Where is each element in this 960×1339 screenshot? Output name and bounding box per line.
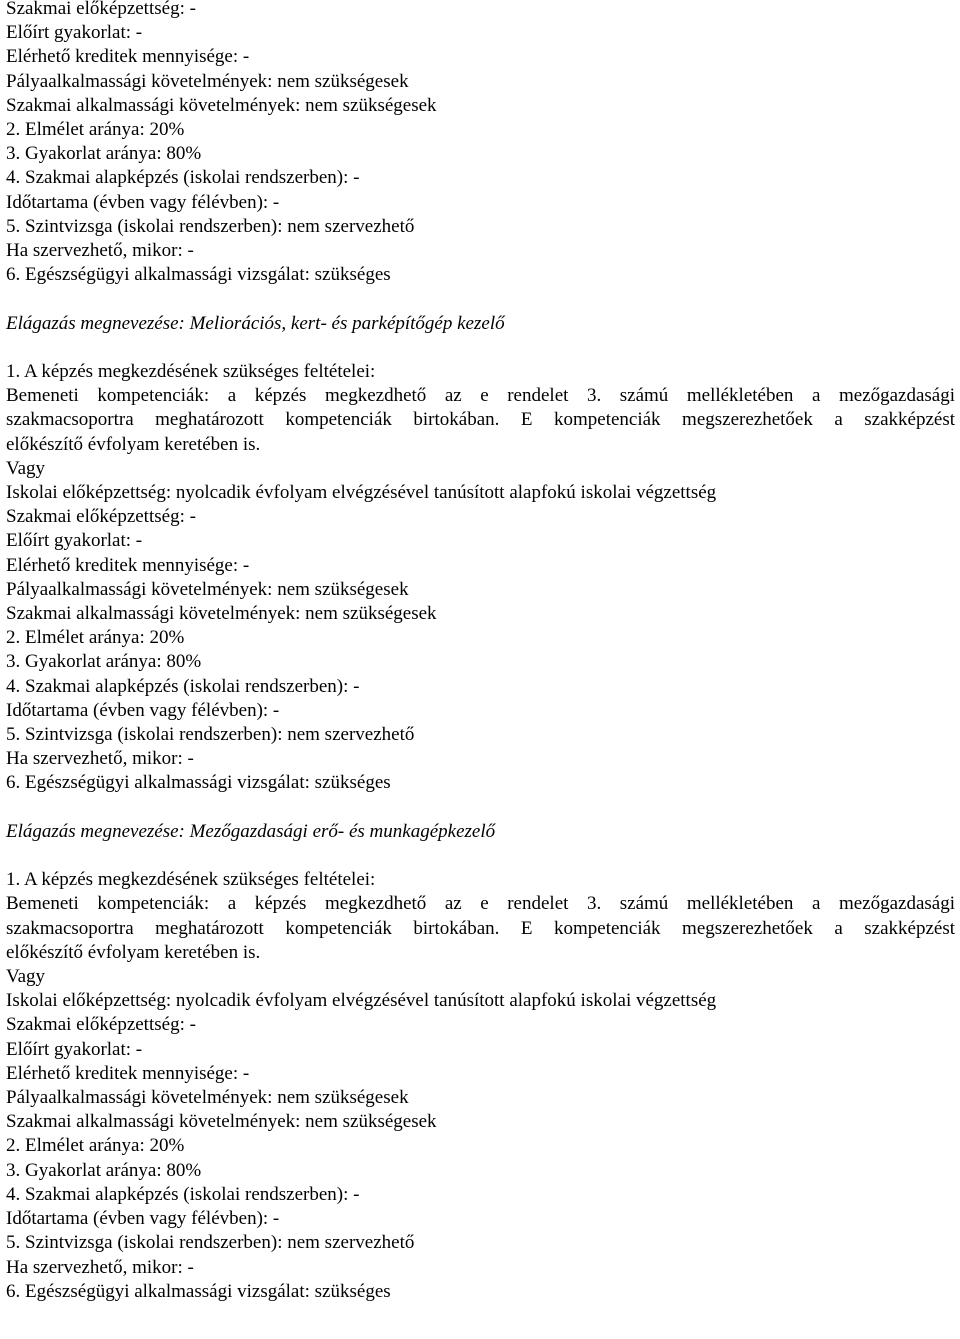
intro-line: 3. Gyakorlat aránya: 80% xyxy=(6,143,202,165)
paragraph-gap xyxy=(6,796,955,820)
intro-line: 6. Egészségügyi alkalmassági vizsgálat: szükséges xyxy=(6,264,391,286)
or-label: Vagy xyxy=(6,457,46,479)
prerequisites-title: 1. A képzés megkezdésének szükséges feltételei: xyxy=(6,361,376,383)
intro-line: Ha szervezhető, mikor: - xyxy=(6,240,194,262)
theory-ratio: 2. Elmélet aránya: 20% xyxy=(6,1135,185,1157)
professional-aptitude: Szakmai alkalmassági követelmények: nem szükségesek xyxy=(6,1111,437,1133)
practice-ratio: 3. Gyakorlat aránya: 80% xyxy=(6,1159,202,1181)
professional-prerequisite: Szakmai előképzettség: - xyxy=(6,1014,196,1036)
entry-competencies-line: Bemeneti kompetenciák: a képzés megkezdhető az e rendelet 3. számú mellékletében a mezőgazdasági xyxy=(6,893,955,915)
duration: Időtartama (évben vagy félévben): - xyxy=(6,1208,280,1230)
career-aptitude: Pályaalkalmassági követelmények: nem szükségesek xyxy=(6,1087,409,1109)
professional-prerequisite: Szakmai előképzettség: - xyxy=(6,506,196,528)
basic-training: 4. Szakmai alapképzés (iskolai rendszerben): - xyxy=(6,1183,360,1205)
intro-line: Elérhető kreditek mennyisége: - xyxy=(6,46,250,68)
school-prerequisite: Iskolai előképzettség: nyolcadik évfolyam elvégzésével tanúsított alapfokú iskolai végzettség xyxy=(6,990,717,1012)
required-practice: Előírt gyakorlat: - xyxy=(6,1038,143,1060)
branch-section-1 xyxy=(6,312,955,796)
intro-line: Pályaalkalmassági követelmények: nem szükségesek xyxy=(6,70,409,92)
prerequisites-title: 1. A képzés megkezdésének szükséges feltételei: xyxy=(6,869,376,891)
entry-competencies-line: szakmacsoportra meghatározott kompetenciák birtokában. E kompetenciák megszerezhetőek a szakképzést xyxy=(6,409,955,431)
exam-when: Ha szervezhető, mikor: - xyxy=(6,748,194,770)
career-aptitude: Pályaalkalmassági követelmények: nem szükségesek xyxy=(6,578,409,600)
level-exam: 5. Szintvizsga (iskolai rendszerben): nem szervezhető xyxy=(6,1232,415,1254)
health-exam: 6. Egészségügyi alkalmassági vizsgálat: szükséges xyxy=(6,1280,391,1302)
branch-heading: Elágazás megnevezése: Mezőgazdasági erő- és munkagépkezelő xyxy=(6,820,496,842)
required-practice: Előírt gyakorlat: - xyxy=(6,530,143,552)
intro-block xyxy=(6,0,955,287)
entry-competencies-line: előkészítő évfolyam keretében is. xyxy=(6,433,261,455)
intro-line: Előírt gyakorlat: - xyxy=(6,22,143,44)
intro-line: Időtartama (évben vagy félévben): - xyxy=(6,191,280,213)
intro-line: 5. Szintvizsga (iskolai rendszerben): nem szervezhető xyxy=(6,215,415,237)
paragraph-gap xyxy=(6,844,955,868)
practice-ratio: 3. Gyakorlat aránya: 80% xyxy=(6,651,202,673)
entry-competencies-line: Bemeneti kompetenciák: a képzés megkezdhető az e rendelet 3. számú mellékletében a mezőgazdasági xyxy=(6,385,955,407)
document-page xyxy=(6,0,955,1304)
paragraph-gap xyxy=(6,336,955,360)
professional-aptitude: Szakmai alkalmassági követelmények: nem szükségesek xyxy=(6,603,437,625)
intro-line: Szakmai előképzettség: - xyxy=(6,0,196,19)
credits: Elérhető kreditek mennyisége: - xyxy=(6,1062,250,1084)
paragraph-gap xyxy=(6,287,955,311)
entry-competencies-line: szakmacsoportra meghatározott kompetenciák birtokában. E kompetenciák megszerezhetőek a szakképzést xyxy=(6,917,955,939)
branch-section-2 xyxy=(6,820,955,1304)
credits: Elérhető kreditek mennyisége: - xyxy=(6,554,250,576)
theory-ratio: 2. Elmélet aránya: 20% xyxy=(6,627,185,649)
basic-training: 4. Szakmai alapképzés (iskolai rendszerben): - xyxy=(6,675,360,697)
intro-line: 2. Elmélet aránya: 20% xyxy=(6,119,185,141)
level-exam: 5. Szintvizsga (iskolai rendszerben): nem szervezhető xyxy=(6,724,415,746)
entry-competencies-line: előkészítő évfolyam keretében is. xyxy=(6,941,261,963)
exam-when: Ha szervezhető, mikor: - xyxy=(6,1256,194,1278)
duration: Időtartama (évben vagy félévben): - xyxy=(6,699,280,721)
intro-line: 4. Szakmai alapképzés (iskolai rendszerben): - xyxy=(6,167,360,189)
or-label: Vagy xyxy=(6,966,46,988)
intro-line: Szakmai alkalmassági követelmények: nem szükségesek xyxy=(6,94,437,116)
branch-heading: Elágazás megnevezése: Meliorációs, kert- és parképítőgép kezelő xyxy=(6,312,505,334)
health-exam: 6. Egészségügyi alkalmassági vizsgálat: szükséges xyxy=(6,772,391,794)
school-prerequisite: Iskolai előképzettség: nyolcadik évfolyam elvégzésével tanúsított alapfokú iskolai végzettség xyxy=(6,482,717,504)
